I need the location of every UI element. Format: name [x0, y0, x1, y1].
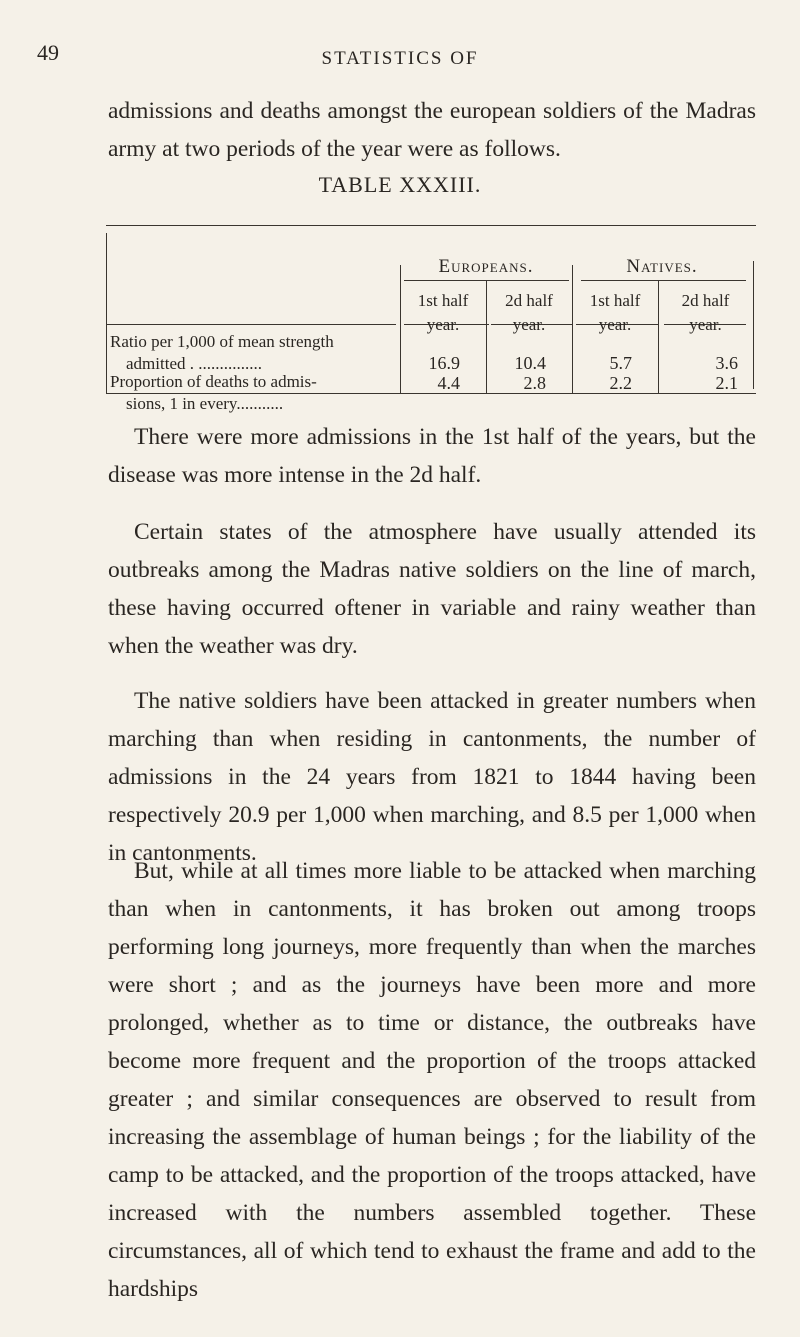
- intro-paragraph: admissions and deaths amongst the european soldiers of the Madras army at two periods of the year were as follows.: [108, 98, 756, 162]
- column-header: 2d half year.: [681, 291, 730, 334]
- body-paragraph: Certain states of the atmosphere have usually attended its outbreaks among the Madras native soldiers on the line of march, these having occurred oftener in variable and rainy weather than when the weather was dry.: [108, 519, 756, 659]
- table-cell: 3.6: [715, 353, 738, 373]
- table-cell: 2.2: [609, 373, 632, 393]
- group-header-natives: Natives.: [626, 256, 698, 277]
- body-paragraph: There were more admissions in the 1st half of the years, but the disease was more intense in the 2d half.: [108, 424, 756, 488]
- page-number: 49: [37, 40, 59, 65]
- body-paragraph: The native soldiers have been attacked in greater numbers when marching than when residing in cantonments, the number of admissions in the 24 years from 1821 to 1844 having been respectively 20.9 per 1,000 when marching, and 8.5 per 1,000 when in cantonments.: [108, 688, 756, 866]
- table-cell: 2.8: [523, 373, 546, 393]
- column-header: 2d half year.: [505, 291, 553, 334]
- running-head: STATISTICS OF: [321, 48, 479, 69]
- table-cell: 10.4: [514, 353, 546, 373]
- table-title: TABLE XXXIII.: [318, 172, 482, 197]
- table-row-label: Proportion of deaths to admis- sions, 1 in every...........: [110, 372, 317, 413]
- body-paragraph: But, while at all times more liable to be attacked when marching than when in cantonments, it has broken out among troops performing long journeys, more frequently than when the marches were short ; and as the journeys have been more and more prolonged, whether as to time or distance, the outbreaks have become more frequent and the proportion of the troops attacked greater ; and similar consequences are observed to result from increasing the assemblage of human beings ; for the liability of the camp to be attacked, and the proportion of the troops attacked, have increased with the numbers assembled together. These circumstances, all of which tend to exhaust the frame and add to the hardships: [108, 858, 756, 1302]
- column-header: 1st half year.: [417, 291, 469, 334]
- table-cell: 5.7: [609, 353, 632, 373]
- column-header: 1st half year.: [589, 291, 641, 334]
- group-header-europeans: Europeans.: [438, 256, 534, 277]
- table-cell: 16.9: [428, 353, 460, 373]
- statistics-table: [106, 225, 756, 413]
- table-cell: 4.4: [437, 373, 460, 393]
- table-row-label: Ratio per 1,000 of mean strength admitted . ...............: [110, 332, 334, 373]
- table-cell: 2.1: [715, 373, 738, 393]
